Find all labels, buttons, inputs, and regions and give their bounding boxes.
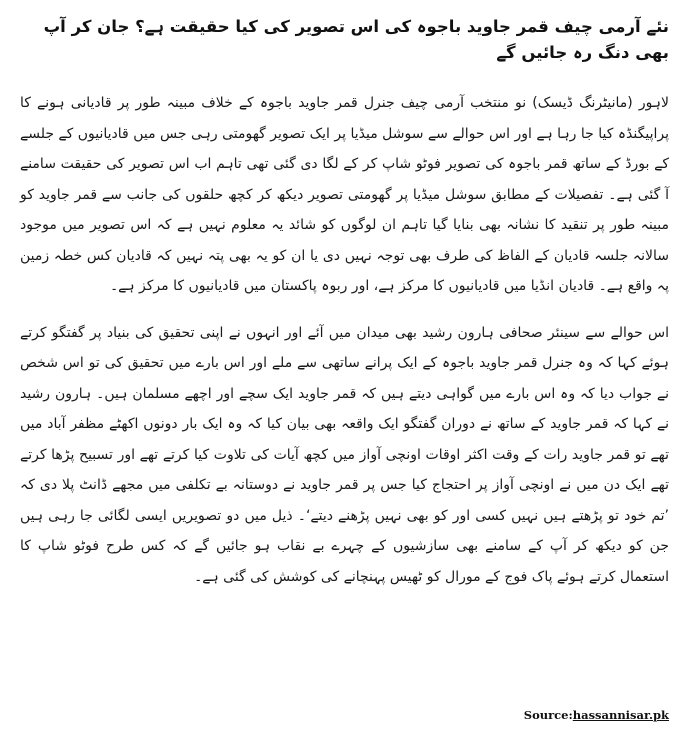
article-headline: نئے آرمی چیف قمر جاوید باجوہ کی اس تصویر کی کیا حقیقت ہے؟ جان کر آپ بھی دنگ رہ جائیں گے xyxy=(43,17,669,62)
article xyxy=(20,14,669,608)
source-credit xyxy=(524,708,669,722)
source-label: Source: xyxy=(523,708,573,722)
source-link[interactable]: hassannisar.pk xyxy=(572,708,669,722)
article-paragraph-1: لاہور (مانیٹرنگ ڈیسک) نو منتخب آرمی چیف جنرل قمر جاوید باجوہ کے خلاف مبینہ طور پر قادیانی ہونے کا پراپیگنڈہ کیا جا رہا ہے اور اس حوالے سے سوشل میڈیا پر ایک تصویر گھومتی رہی جس میں قادیانیوں کے جلسے کے بورڈ کے ساتھ قمر باجوہ کی تصویر فوٹو شاپ کر کے لگا دی گئی تھی تاہم اب اس تصویر کی حقیقت سامنے آ گئی ہے۔ تفصیلات کے مطابق سوشل میڈیا پر گھومتی تصویر دیکھ کر کچھ حلقوں کی جانب سے قمر جاوید کو مبینہ طور پر تنقید کا نشانہ بھی بنایا گیا تاہم ان لوگوں کو شائد یہ معلوم نہیں ہے کہ اس تصویر میں موجود سالانہ جلسہ قادیان کے الفاظ کی طرف بھی توجہ نہیں دی یا ان کو یہ بھی پتہ نہیں کہ قادیان کس خطہ زمین پہ واقع ہے۔ قادیان انڈیا میں قادیانیوں کا مرکز ہے، اور ربوہ پاکستان میں قادیانیوں کا مرکز ہے۔ xyxy=(20,95,669,294)
article-paragraph-2: اس حوالے سے سینئر صحافی ہارون رشید بھی میدان میں آئے اور انہوں نے اپنی تحقیق کی بنیاد پر گفتگو کرتے ہوئے کہا کہ وہ جنرل قمر جاوید باجوہ کے ایک پرانے ساتھی سے ملے اور اس بارے میں تحقیق کی تو اس شخص نے جواب دیا کہ وہ اس بارے میں گواہی دیتے ہیں کہ قمر جاوید ایک سچے اور اچھے مسلمان ہیں۔ ہارون رشید نے کہا کہ قمر جاوید کے ساتھ نے دوران گفتگو ایک واقعہ بھی بیان کیا کہ وہ ایک بار دونوں اکھٹے مظفر آباد میں تھے تو قمر جاوید رات کے وقت اکثر اوقات اونچی آواز میں کچھ آیات کی تلاوت کیا کرتے تھے اور تسبیح پڑھا کرتے تھے ایک دن میں نے اونچی آواز پر احتجاج کیا جس پر قمر جاوید نے دوستانہ بے تکلفی میں مجھے ڈانٹ پلا دی کہ ’تم خود تو پڑھتے ہیں نہیں کسی اور کو بھی نہیں پڑھنے دیتے‘۔ ذیل میں دو تصویریں ایسی لگائی جا رہی ہیں جن کو دیکھ کر آپ کے سامنے بھی سازشیوں کے چہرے بے نقاب ہو جائیں گے کہ کس طرح فوٹو شاپ کا استعمال کرتے ہوئے پاک فوج کے مورال کو ٹھیس پہنچانے کی کوشش کی گئی ہے۔ xyxy=(20,324,669,585)
